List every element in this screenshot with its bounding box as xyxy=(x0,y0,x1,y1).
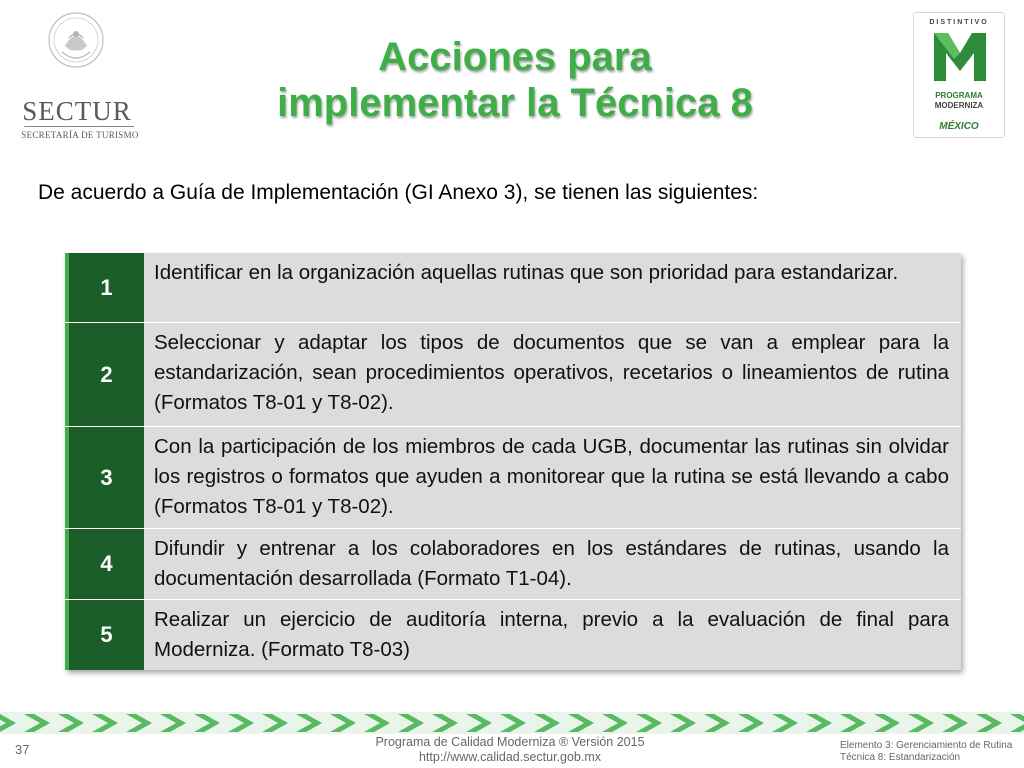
table-row xyxy=(65,253,961,323)
moderniza-m-icon xyxy=(932,31,988,83)
footer-element: Elemento 3: Gerenciamiento de Rutina xyxy=(840,740,1013,751)
footer-program: Programa de Calidad Moderniza ® Versión 2015 xyxy=(375,735,645,749)
badge-line-moderniza: MODERNIZA xyxy=(934,101,984,110)
sectur-logo xyxy=(10,8,139,140)
footer-technique: Técnica 8: Estandarización xyxy=(840,752,961,763)
badge-top-text: DISTINTIVO xyxy=(929,19,989,26)
step-number: 1 xyxy=(65,253,144,322)
title-line-2: implementar la Técnica 8 xyxy=(277,81,753,125)
step-number: 2 xyxy=(65,323,144,426)
badge-line-mexico: MÉXICO xyxy=(939,121,979,132)
sectur-subtitle: SECRETARÍA DE TURISMO xyxy=(21,130,139,140)
footer-url-link[interactable]: http://www.calidad.sectur.gob.mx xyxy=(418,750,602,764)
logo-divider xyxy=(24,126,134,127)
step-text: Realizar un ejercicio de auditoría interna, previo a la evaluación de final para Moderniza. (Formato T8-03) xyxy=(144,600,961,670)
title-line-1: Acciones para xyxy=(378,35,652,79)
step-number: 4 xyxy=(65,529,144,599)
table-row xyxy=(65,529,961,600)
chevron-band-decoration xyxy=(0,712,1024,734)
step-text: Difundir y entrenar a los colaboradores en los estándares de rutinas, usando la documentación desarrollada (Formato T1-04). xyxy=(144,529,961,599)
step-text: Con la participación de los miembros de cada UGB, documentar las rutinas sin olvidar los registros o formatos que ayuden a monitorear que la rutina se está llevando a cabo (Formatos T8-01 y T8-02). xyxy=(144,427,961,528)
table-row xyxy=(65,600,961,670)
table-row xyxy=(65,427,961,529)
badge-line-programa: PROGRAMA xyxy=(935,91,983,100)
step-text: Identificar en la organización aquellas rutinas que son prioridad para estandarizar. xyxy=(144,253,961,322)
sectur-wordmark: SECTUR xyxy=(22,96,132,126)
coat-of-arms-seal-icon xyxy=(45,8,107,80)
intro-text: De acuerdo a Guía de Implementación (GI Anexo 3), se tienen las siguientes: xyxy=(38,181,759,204)
step-number: 3 xyxy=(65,427,144,528)
steps-table xyxy=(65,253,961,670)
table-row xyxy=(65,323,961,427)
step-number: 5 xyxy=(65,600,144,670)
slide-title xyxy=(170,34,860,126)
page-number: 37 xyxy=(15,742,30,757)
step-text: Seleccionar y adaptar los tipos de documentos que se van a emplear para la estandarización, sean procedimientos operativos, recetarios o lineamientos de rutina (Formatos T8-01 y T8-02). xyxy=(144,323,961,426)
moderniza-badge xyxy=(913,12,1005,138)
